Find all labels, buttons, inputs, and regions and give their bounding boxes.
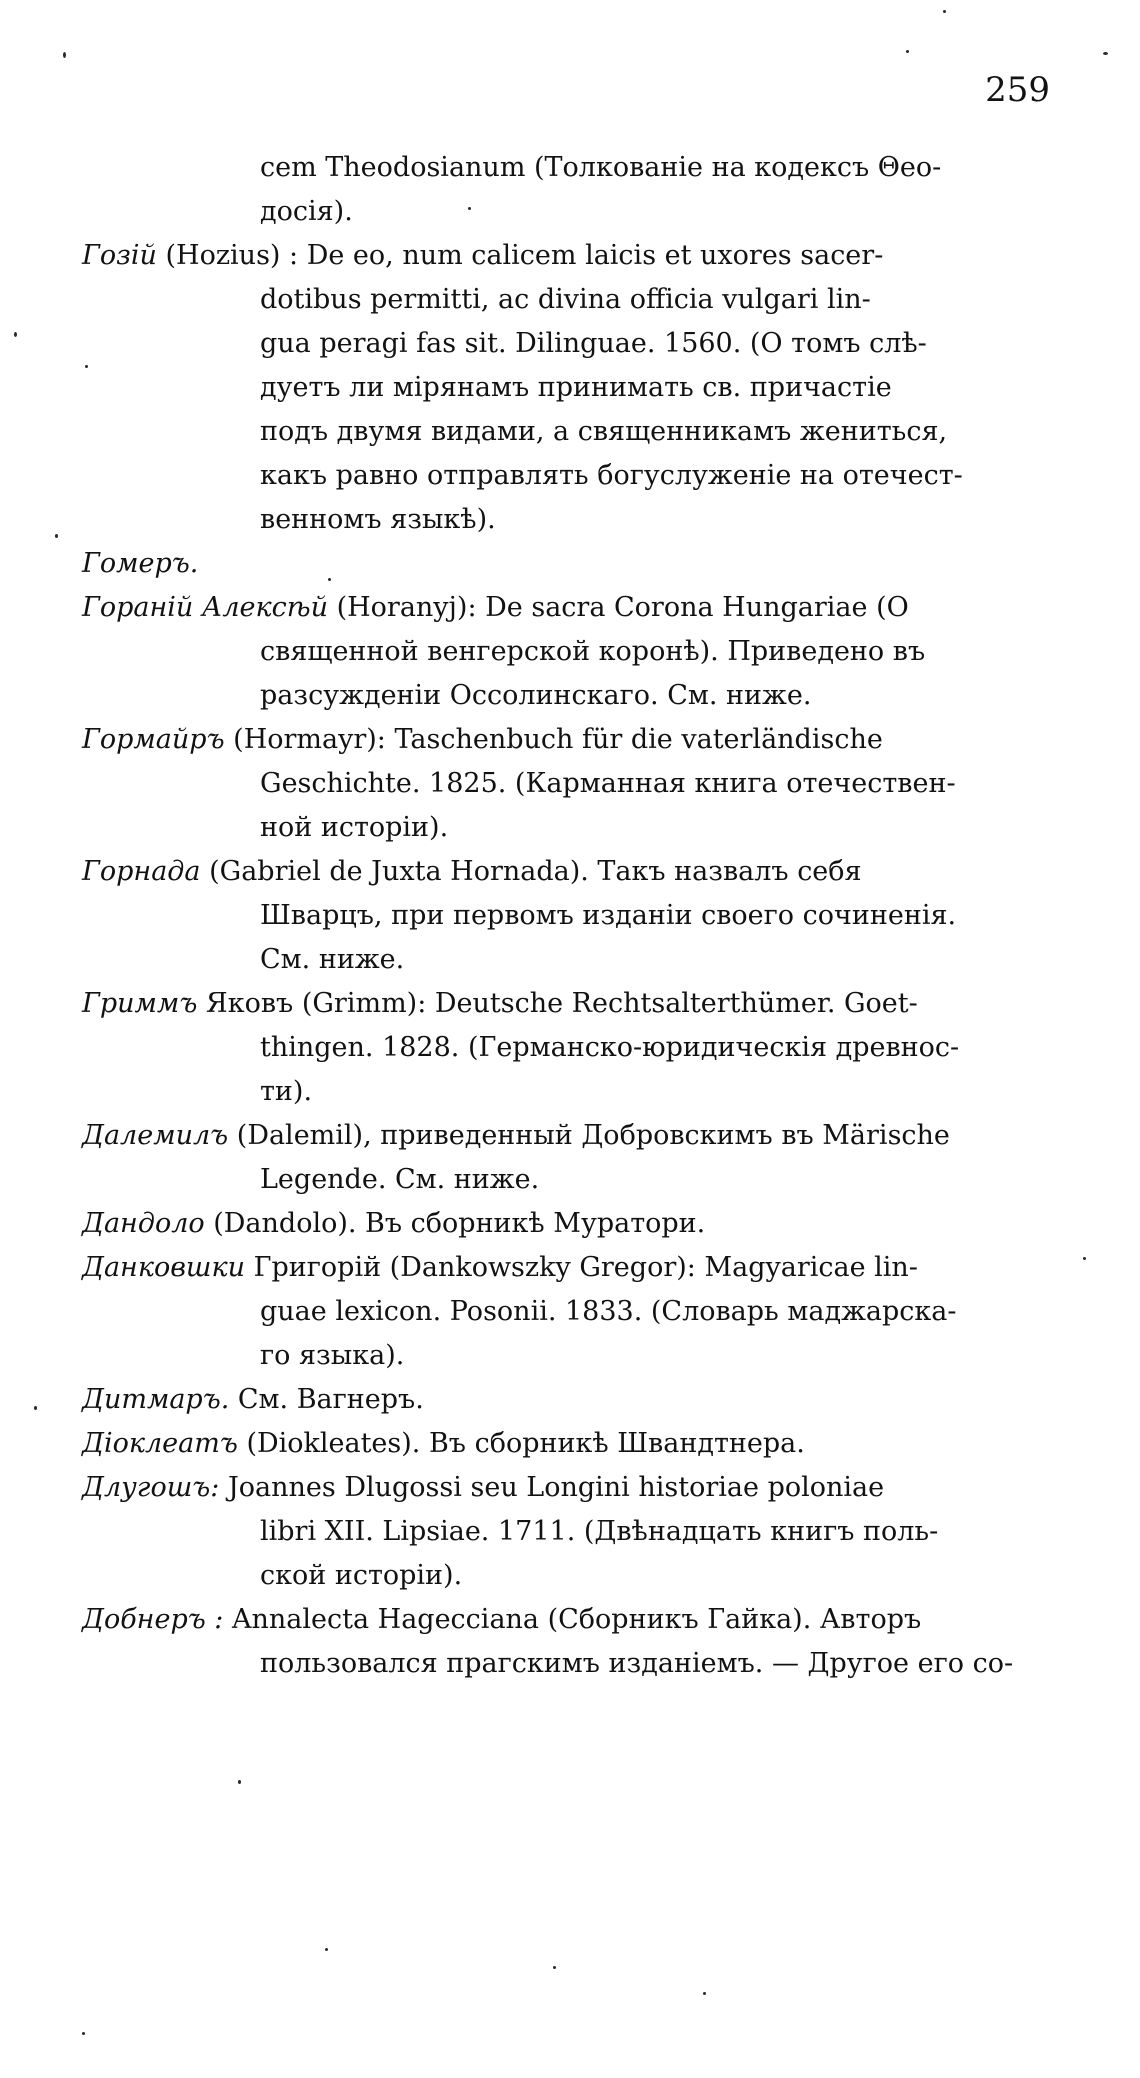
entry-text: досія). — [260, 196, 353, 227]
print-speck — [34, 1406, 37, 1410]
entry-text: (Hozius) : De eo, num calicem laicis et uxores sacer- — [165, 240, 884, 271]
entry-text: (Gabriel de Juxta Hornada). Такъ назвалъ себя — [209, 856, 862, 887]
page-number: 259 — [985, 70, 1050, 110]
entry-text: Legende. См. ниже. — [260, 1164, 540, 1195]
bibliography-entry — [0, 586, 1140, 718]
entry-line — [82, 1026, 1020, 1070]
print-speck — [906, 50, 909, 53]
entry-line — [82, 1202, 1020, 1246]
bibliography-entry — [0, 234, 1140, 542]
entry-text: См. Вагнеръ. — [237, 1384, 424, 1415]
entry-text: dotibus permitti, ac divina officia vulgari lin- — [260, 284, 871, 315]
entry-line — [82, 1070, 1020, 1114]
entry-line — [82, 938, 1020, 982]
entry-line — [82, 410, 1020, 454]
bibliography-entry — [0, 718, 1140, 850]
entry-line — [82, 674, 1020, 718]
print-speck — [238, 1780, 241, 1784]
entry-heading: Дитмаръ. — [82, 1384, 230, 1415]
entry-text: ти). — [260, 1076, 313, 1107]
entry-line — [82, 586, 1020, 630]
entry-line — [82, 454, 1020, 498]
entry-heading: Дандоло — [82, 1208, 205, 1239]
entry-text: (Horanyj): De sacra Corona Hungariae (О — [336, 592, 909, 623]
entry-line — [82, 1642, 1020, 1686]
bibliography-entry — [0, 1114, 1140, 1202]
entry-text: См. ниже. — [260, 944, 405, 975]
print-speck — [1083, 1257, 1086, 1260]
bibliography-entry — [0, 982, 1140, 1114]
entry-line — [82, 1598, 1020, 1642]
entry-line — [82, 806, 1020, 850]
entry-line — [82, 894, 1020, 938]
entry-text: Яковъ (Grimm): Deutsche Rechtsalterthümer. Goet- — [205, 988, 918, 1019]
bibliography-entry — [0, 850, 1140, 982]
entry-text: gua peragi fas sit. Dilinguae. 1560. (О томъ слѣ- — [260, 328, 927, 359]
print-speck — [328, 578, 331, 581]
bibliography-entry — [0, 1378, 1140, 1422]
entry-text: libri XII. Lipsiae. 1711. (Двѣнадцать книгъ поль- — [260, 1516, 939, 1547]
entry-text: пользовался прагскимъ изданіемъ. — Другое его со- — [260, 1648, 1014, 1679]
entry-text: ской исторіи). — [260, 1560, 463, 1591]
entry-heading: Данковшки — [82, 1252, 246, 1283]
bibliography-entry — [0, 1246, 1140, 1378]
bibliography-entry — [0, 1466, 1140, 1598]
print-speck — [14, 332, 17, 337]
entry-line — [82, 762, 1020, 806]
print-speck — [63, 52, 66, 58]
print-speck — [943, 10, 946, 13]
entry-line — [82, 1290, 1020, 1334]
entry-heading: Гораній Алексѣй — [82, 592, 328, 623]
entry-heading: Гозій — [82, 240, 157, 271]
entry-heading: Діоклеатъ — [82, 1428, 238, 1459]
entry-line — [82, 850, 1020, 894]
entry-line — [82, 982, 1020, 1026]
entry-text: Григорій (Dankowszky Gregor): Magyaricae lin- — [253, 1252, 918, 1283]
print-speck — [82, 2032, 85, 2035]
entry-text: священной венгерской коронѣ). Приведено въ — [260, 636, 926, 667]
entry-line — [82, 1114, 1020, 1158]
print-speck — [85, 365, 88, 368]
print-speck — [703, 1992, 706, 1995]
entry-line — [82, 1510, 1020, 1554]
entry-line — [82, 1378, 1020, 1422]
entry-line — [82, 498, 1020, 542]
entry-line — [82, 322, 1020, 366]
entry-line — [82, 542, 1020, 586]
entry-line — [82, 146, 1020, 190]
entry-text: (Hormayr): Taschenbuch für die vaterländische — [233, 724, 883, 755]
entry-text: дуетъ ли мірянамъ принимать св. причастіе — [260, 372, 892, 403]
bibliography-entry — [0, 1422, 1140, 1466]
entry-text: ной исторіи). — [260, 812, 449, 843]
entry-text: thingen. 1828. (Германско-юридическія древнос- — [260, 1032, 960, 1063]
entries-list — [0, 146, 1140, 1686]
entry-line — [82, 234, 1020, 278]
entry-text: guae lexicon. Posonii. 1833. (Словарь маджарска- — [260, 1296, 957, 1327]
entry-text: венномъ языкѣ). — [260, 504, 496, 535]
entry-line — [82, 1246, 1020, 1290]
entry-text: Geschichte. 1825. (Карманная книга отечествен- — [260, 768, 956, 799]
entry-line — [82, 366, 1020, 410]
print-speck — [325, 1948, 328, 1951]
entry-line — [82, 718, 1020, 762]
entry-heading: Добнеръ : — [82, 1604, 224, 1635]
entry-text: Joannes Dlugossi seu Longini historiae poloniae — [227, 1472, 885, 1503]
entry-line — [82, 1158, 1020, 1202]
entry-text: Шварцъ, при первомъ изданіи своего сочиненія. — [260, 900, 957, 931]
entry-line — [82, 190, 1020, 234]
entry-heading: Гомеръ. — [82, 548, 199, 579]
entry-text: разсужденіи Оссолинскаго. См. ниже. — [260, 680, 812, 711]
entry-line — [82, 278, 1020, 322]
entry-text: (Diokleates). Въ сборникѣ Швандтнера. — [246, 1428, 805, 1459]
entry-text: го языка). — [260, 1340, 405, 1371]
bibliography-entry — [0, 1202, 1140, 1246]
entry-line — [82, 1554, 1020, 1598]
print-speck — [55, 534, 58, 538]
entry-text: (Dandolo). Въ сборникѣ Муратори. — [213, 1208, 706, 1239]
bibliography-entry — [0, 1598, 1140, 1686]
entry-heading: Гормайръ — [82, 724, 225, 755]
entry-text: подъ двумя видами, а священникамъ жениться, — [260, 416, 948, 447]
entry-text: какъ равно отправлять богуслуженіе на отечест- — [260, 460, 963, 491]
entry-text: Annalecta Hagecciana (Сборникъ Гайка). Авторъ — [232, 1604, 922, 1635]
entry-line — [82, 1422, 1020, 1466]
entry-line — [82, 1334, 1020, 1378]
entry-text: (Dalemil), приведенный Добровскимъ въ Märische — [236, 1120, 950, 1151]
entry-heading: Гриммъ — [82, 988, 198, 1019]
print-speck — [1103, 52, 1108, 55]
entry-heading: Длугошъ: — [82, 1472, 220, 1503]
bibliography-entry — [0, 542, 1140, 586]
entry-text: cem Theodosianum (Толкованіе на кодексъ Θео- — [260, 152, 942, 183]
entry-line — [82, 1466, 1020, 1510]
bibliography-entry — [0, 146, 1140, 234]
print-speck — [553, 1966, 556, 1969]
entry-line — [82, 630, 1020, 674]
print-speck — [468, 207, 471, 210]
entry-heading: Далемилъ — [82, 1120, 229, 1151]
entry-heading: Горнада — [82, 856, 201, 887]
